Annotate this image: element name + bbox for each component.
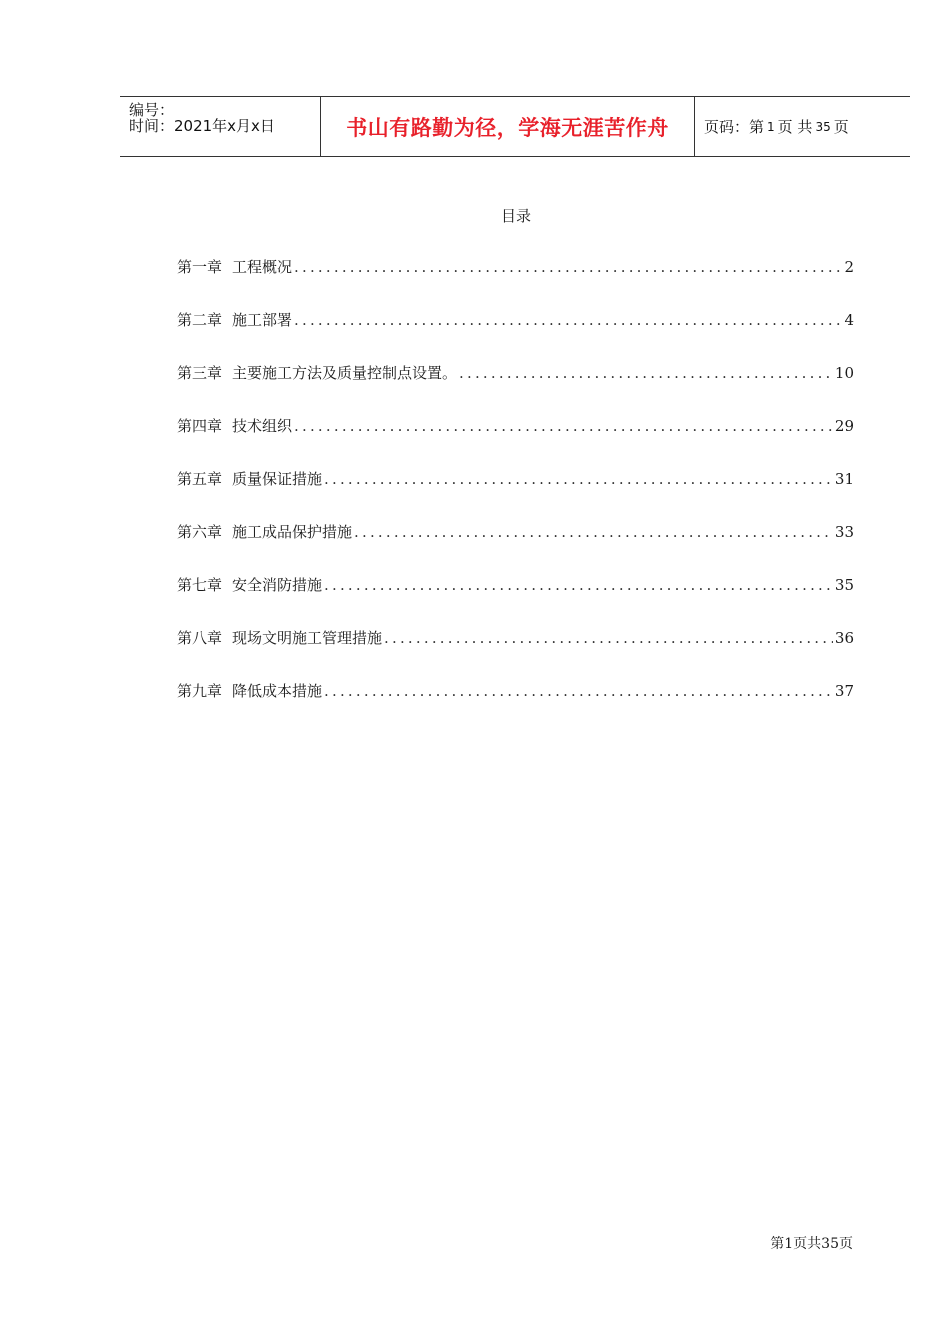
header-info-cell: [120, 97, 321, 156]
toc-page-number: 33: [834, 523, 854, 541]
toc-chapter-label: 第三章: [177, 364, 223, 382]
toc-entry[interactable]: [177, 574, 854, 627]
toc-page-number: 36: [834, 629, 854, 647]
toc-chapter-label: 第一章: [177, 258, 223, 276]
toc-chapter-label: 第二章: [177, 311, 223, 329]
toc-leader-dots: [294, 258, 842, 276]
header-page-prefix: 页码：第: [704, 118, 765, 136]
toc-chapter-title: 降低成本措施: [232, 682, 323, 700]
toc-chapter-title: 质量保证措施: [232, 470, 323, 488]
toc-leader-dots: [294, 311, 842, 329]
header-page-suffix: 页: [833, 118, 849, 136]
toc-leader-dots: [324, 682, 833, 700]
toc-chapter-label: 第八章: [177, 629, 223, 647]
toc-page-number: 29: [834, 417, 854, 435]
toc-chapter-title: 现场文明施工管理措施: [232, 629, 383, 647]
toc-chapter-title: 工程概况: [232, 258, 293, 276]
document-number-label: 编号：: [129, 101, 175, 119]
toc-chapter-title: 施工部署: [232, 311, 293, 329]
header-page-cell: [695, 97, 910, 156]
toc-page-number: 10: [834, 364, 854, 382]
toc-leader-dots: [324, 470, 833, 488]
document-header: [120, 96, 910, 157]
toc-entry[interactable]: [177, 256, 854, 309]
toc-leader-dots: [384, 629, 833, 647]
header-page-total: 35: [815, 119, 831, 134]
toc-page-number: 4: [844, 311, 854, 329]
toc-entry[interactable]: [177, 309, 854, 362]
toc-leader-dots: [459, 364, 833, 382]
toc-page-number: 31: [834, 470, 854, 488]
toc-chapter-title: 主要施工方法及质量控制点设置。: [232, 364, 458, 382]
toc-page-number: 2: [844, 258, 854, 276]
header-page-current: 1: [767, 119, 775, 134]
toc-chapter-label: 第九章: [177, 682, 223, 700]
toc-page-number: 35: [834, 576, 854, 594]
toc-chapter-label: 第五章: [177, 470, 223, 488]
header-page-mid: 页 共: [777, 118, 813, 136]
toc-entry[interactable]: [177, 415, 854, 468]
toc-entry[interactable]: [177, 680, 854, 733]
toc-entry[interactable]: [177, 521, 854, 574]
toc-page-number: 37: [834, 682, 854, 700]
page-footer: 第1页共35页: [770, 1236, 853, 1252]
toc-leader-dots: [324, 576, 833, 594]
table-of-contents: [177, 256, 854, 733]
toc-chapter-title: 施工成品保护措施: [232, 523, 353, 541]
header-motto: 书山有路勤为径，学海无涯苦作舟: [346, 115, 669, 140]
toc-entry[interactable]: [177, 468, 854, 521]
header-motto-cell: [321, 97, 695, 156]
toc-chapter-title: 安全消防措施: [232, 576, 323, 594]
toc-leader-dots: [294, 417, 833, 435]
toc-chapter-label: 第七章: [177, 576, 223, 594]
toc-entry[interactable]: [177, 362, 854, 415]
toc-leader-dots: [354, 523, 833, 541]
toc-chapter-label: 第四章: [177, 417, 223, 435]
toc-title: 目录: [500, 207, 531, 225]
document-time-label: 时间：2021年x月x日: [129, 117, 275, 135]
toc-entry[interactable]: [177, 627, 854, 680]
toc-chapter-title: 技术组织: [232, 417, 293, 435]
toc-chapter-label: 第六章: [177, 523, 223, 541]
